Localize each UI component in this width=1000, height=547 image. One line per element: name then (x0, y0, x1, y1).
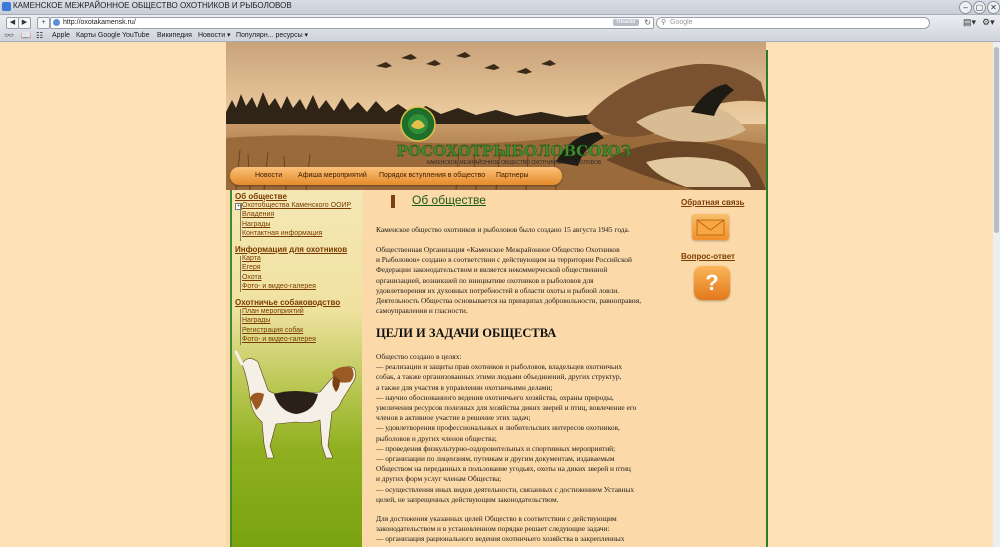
sidebar-heading-about[interactable]: Об обществе (235, 192, 287, 201)
tree-line (240, 203, 241, 241)
reading-list-icon[interactable]: 👓 (4, 31, 14, 40)
site-container (226, 42, 766, 547)
restore-icon[interactable]: ▢ (973, 1, 986, 14)
envelope-icon[interactable] (692, 214, 729, 240)
sidebar-item-contacts[interactable]: Контактная информация (242, 230, 323, 237)
hound-dog-image (234, 350, 360, 465)
sidebar-item-dog-registration[interactable]: Регистрация собак (242, 327, 304, 334)
page-viewport (0, 42, 993, 547)
menu-news-link[interactable]: Новости (255, 172, 283, 179)
page-scrollbar[interactable] (993, 42, 1000, 547)
search-placeholder: Google (670, 19, 693, 26)
bookmark-popular-menu[interactable]: Популярн... ресурсы ▾ (236, 32, 309, 39)
bookmark-news-menu[interactable]: Новости ▾ (198, 32, 231, 39)
sidebar-item-rangers[interactable]: Егеря (242, 264, 261, 271)
reader-button[interactable]: Reader (613, 19, 639, 26)
left-sidebar (230, 190, 362, 547)
browser-toolbar (0, 15, 1000, 30)
menu-events-link[interactable]: Афиша мероприятий (298, 172, 367, 179)
intro-paragraph: Каменское общество охотников и рыболовов было создано 15 августа 1945 года. (376, 225, 630, 234)
sidebar-item-hunting[interactable]: Охота (242, 274, 262, 281)
main-menu (230, 167, 562, 185)
page-menu-icon[interactable]: ▤▾ (963, 17, 977, 27)
page-right-frame (760, 50, 768, 547)
tree-line (240, 309, 241, 345)
page-title[interactable]: Об обществе (412, 193, 486, 207)
main-content (374, 190, 679, 547)
sidebar-item-gallery[interactable]: Фото- и видео-галерея (242, 283, 316, 290)
right-column (679, 190, 759, 547)
goals-heading: ЦЕЛИ И ЗАДАЧИ ОБЩЕСТВА (376, 326, 557, 340)
sidebar-item-dog-awards[interactable]: Награды (242, 317, 271, 324)
bookmarks-book-icon[interactable]: 📖 (21, 31, 31, 40)
bookmark-youtube[interactable]: YouTube (122, 32, 150, 39)
scrollbar-thumb[interactable] (994, 47, 999, 233)
qa-link[interactable]: Вопрос-ответ (681, 252, 735, 261)
menu-membership-link[interactable]: Порядок вступления в общество (379, 172, 486, 179)
forward-button[interactable]: ▶ (18, 17, 31, 29)
tasks-paragraph: Для достижения указанных целей Общество в соответствии с действующим законодательством и в установленном порядке решает следующие задачи: — организация рационального ведения охотничьего хозяйства в закрепленных (376, 514, 625, 544)
bookmark-google-maps[interactable]: Карты Google (76, 32, 121, 39)
globe-icon (53, 19, 60, 26)
window-title: КАМЕНСКОЕ МЕЖРАЙОННОЕ ОБЩЕСТВО ОХОТНИКОВ И РЫБОЛОВОВ (13, 1, 292, 10)
bookmarks-bar (0, 30, 1000, 42)
logo-subtitle: КАМЕНСКОЕ МЕЖРАЙОННОЕ ОБЩЕСТВО ОХОТНИКОВ И РЫБОЛОВОВ (426, 160, 602, 166)
title-marker (391, 195, 395, 208)
organization-paragraph: Общественная Организация «Каменское Межрайонное Общество Охотников и Рыболовов» создано в соответствии с действующим на территории Российской Федерации законодательством и является некоммерческой общественной организацией, возникшей по инициативе охотников и рыболовов для удовлетворения их духовных потребностей в области охоты и рыбной ловли. Деятельность Общества основывается на принципах добровольности, равноправия, самоуправления и гласности. (376, 245, 642, 316)
sidebar-item-dog-gallery[interactable]: Фото- и видео-галерея (242, 336, 316, 343)
menu-partners-link[interactable]: Партнеры (496, 172, 529, 179)
minimize-icon[interactable]: – (959, 1, 972, 14)
bookmark-wikipedia[interactable]: Википедия (157, 32, 192, 39)
sidebar-item-map[interactable]: Карта (242, 255, 261, 262)
sidebar-heading-dog-breeding[interactable]: Охотничье собаководство (235, 298, 341, 307)
new-tab-button[interactable]: + (37, 17, 50, 29)
sidebar-item-societies[interactable]: Охотобщества Каменского ООИР (242, 202, 352, 209)
sidebar-heading-hunters-info[interactable]: Информация для охотников (235, 245, 348, 254)
tree-line (240, 256, 241, 292)
bookmark-apple[interactable]: Apple (52, 32, 70, 39)
address-url: http://oxotakamensk.ru/ (63, 19, 136, 26)
back-button[interactable]: ◀ (6, 17, 19, 29)
site-banner (226, 42, 766, 190)
search-icon: ⚲ (661, 19, 667, 26)
close-icon[interactable]: ✕ (987, 1, 1000, 14)
sidebar-item-awards[interactable]: Награды (242, 221, 271, 228)
reload-icon[interactable]: ↻ (644, 18, 651, 27)
search-field[interactable] (656, 17, 930, 29)
question-mark-icon[interactable]: ? (694, 266, 730, 300)
logo-text: РОСОХОТРЫБОЛОВСОЮЗ (396, 142, 632, 160)
sidebar-item-events-plan[interactable]: План мероприятий (242, 308, 304, 315)
site-favicon-icon (2, 2, 11, 11)
settings-gear-icon[interactable]: ⚙▾ (982, 17, 995, 27)
window-titlebar (0, 0, 1000, 15)
top-sites-grid-icon[interactable]: ☷ (36, 31, 44, 40)
sidebar-item-possessions[interactable]: Владения (242, 211, 275, 218)
goals-paragraph: Общество создано в целях: — реализации и защиты прав охотников и рыболовов, владельцев охотничьих собак, а также организованных этими людьми объединений, других структур, а также для участия в управлении охотничьими делами; — научно обоснованного ведения охотничьего хозяйства, охраны природы, увеличения ресурсов полезных для хозяйства диких зверей и птиц, вовлечение его членов в активное участие в решение этих задач; — удовлетворения профессиональных и любительских интересов охотников, рыболовов и других членов общества; — проведения физкультурно-оздоровительных и спортивных мероприятий; — организации по лицензиям, путевкам и другим документам, издаваемым Обществом на переданных в пользование угодьях, охоты на диких зверей и птиц и других форм услуг членам Общества; — осуществления иных видов деятельности, связанных с достижением Уставных целей, не запрещенных действующим законодательством. (376, 352, 637, 504)
feedback-link[interactable]: Обратная связь (681, 198, 745, 207)
address-bar[interactable] (50, 17, 654, 29)
expand-plus-icon[interactable]: + (235, 203, 242, 210)
